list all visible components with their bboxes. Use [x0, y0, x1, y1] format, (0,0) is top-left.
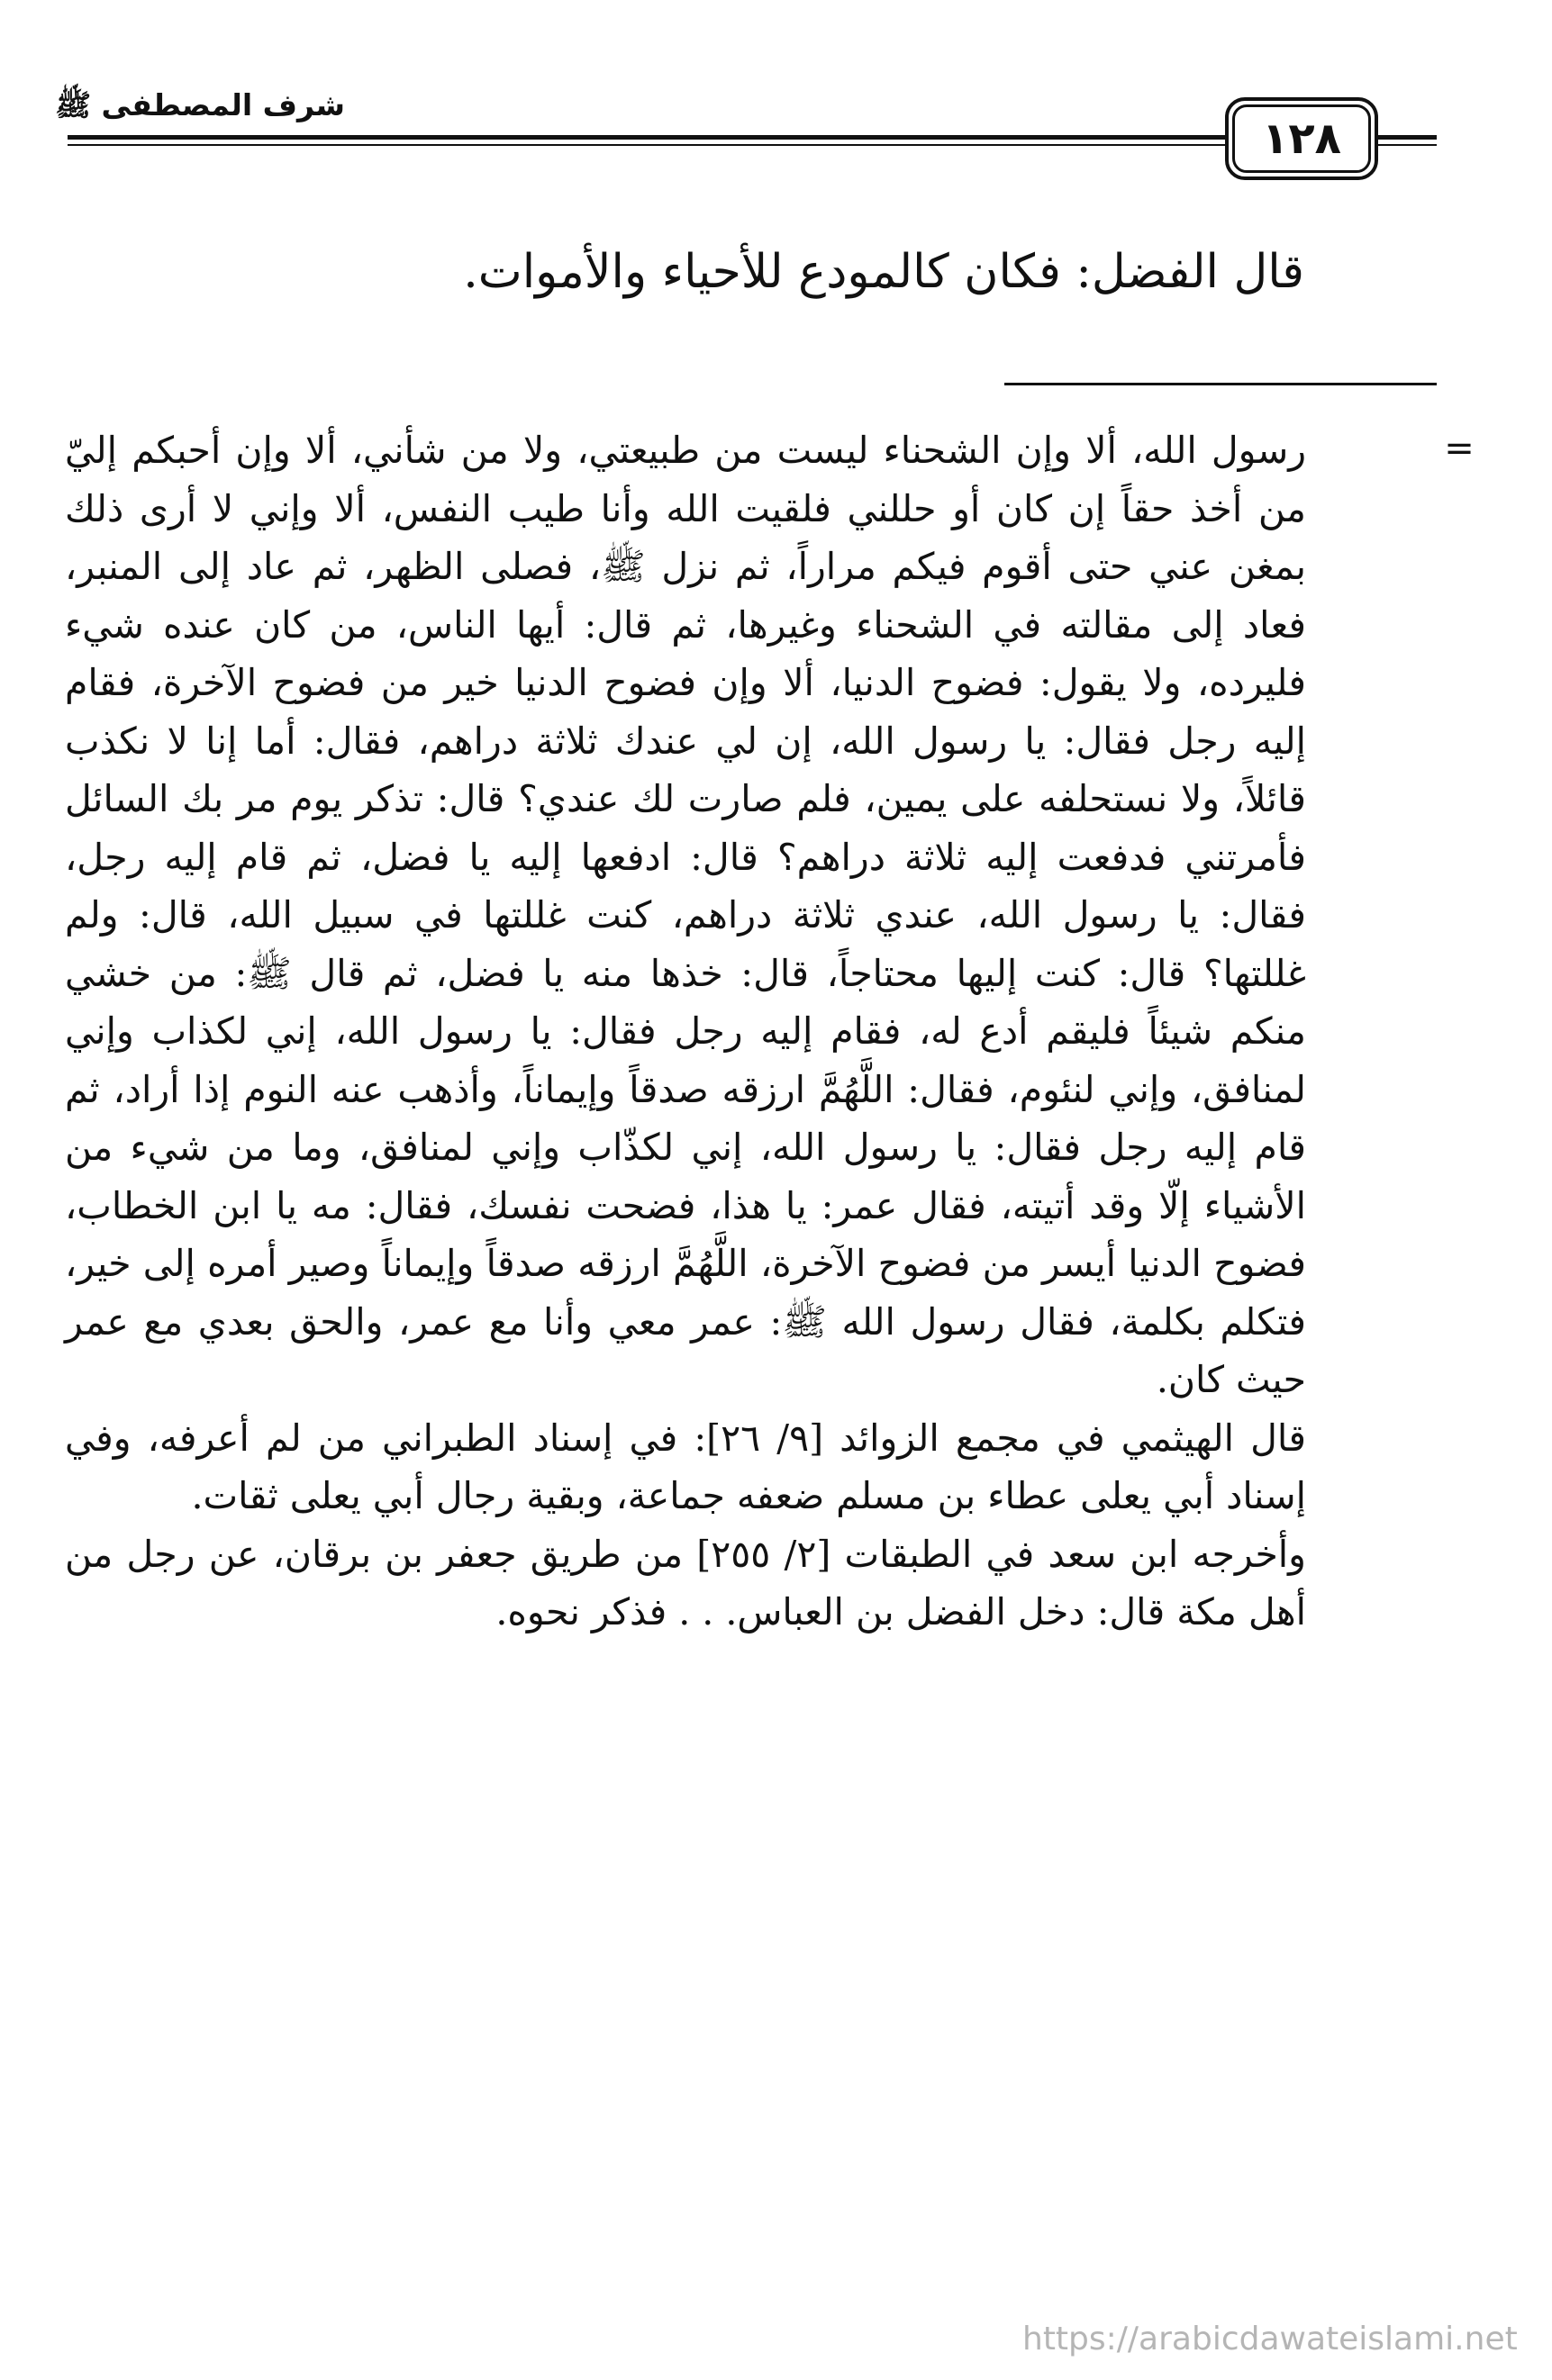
- footnote-paragraph: قال الهيثمي في مجمع الزوائد [٩/ ٢٦]: في إسناد الطبراني من لم أعرفه، وفي إسناد أبي يعلى عطاء بن مسلم ضعفه جماعة، وبقية رجال أبي يعلى ثقات.: [65, 1416, 1306, 1517]
- running-title: شرف المصطفى ﷺ: [55, 87, 345, 122]
- footnote-separator: [1004, 383, 1437, 385]
- page-number: ١٢٨: [1232, 104, 1371, 173]
- footnote-continuation-mark: =: [1444, 428, 1475, 469]
- page-number-frame: [1225, 97, 1378, 180]
- footnote-paragraph: رسول الله، ألا وإن الشحناء ليست من طبيعتي، ولا من شأني، ألا وإن أحبكم إليّ من أخذ حقاً إن كان أو حللني فلقيت الله وأنا طيب النفس، ألا وإني لا أرى ذلك بمغن عني حتى أقوم فيكم مراراً، ثم نزل ﷺ، فصلى الظهر، ثم عاد إلى المنبر، فعاد إلى مقالته في الشحناء وغيرها، ثم قال: أيها الناس، من كان عنده شيء فليرده، ولا يقول: فضوح الدنيا، ألا وإن فضوح الدنيا خير من فضوح الآخرة، فقام إليه رجل فقال: يا رسول الله، إن لي عندك ثلاثة دراهم، فقال: أما إنا لا نكذب قائلاً، ولا نستحلفه على يمين، فلم صارت لك عندي؟ قال: تذكر يوم مر بك السائل فأمرتني فدفعت إليه ثلاثة دراهم؟ قال: ادفعها إليه يا فضل، ثم قام إليه رجل، فقال: يا رسول الله، عندي ثلاثة دراهم، كنت غللتها في سبيل الله، قال: ولم غللتها؟ قال: كنت إليها محتاجاً، قال: خذها منه يا فضل، ثم قال ﷺ: من خشي منكم شيئاً فليقم أدع له، فقام إليه رجل فقال: يا رسول الله، إني لكذاب وإني لمنافق، وإني لنئوم، فقال: اللَّهُمَّ ارزقه صدقاً وإيماناً، وأذهب عنه النوم إذا أراد، ثم قام إليه رجل فقال: يا رسول الله، إني لكذّاب وإني لمنافق، وما من شيء من الأشياء إلّا وقد أتيته، فقال عمر: يا هذا، فضحت نفسك، فقال: مه يا ابن الخطاب، فضوح الدنيا أيسر من فضوح الآخرة، اللَّهُمَّ ارزقه صدقاً وإيماناً وصير أمره إلى خير، فتكلم بكلمة، فقال رسول الله ﷺ: عمر معي وأنا مع عمر، والحق بعدي مع عمر حيث كان.: [65, 429, 1306, 1401]
- footnotes: [65, 421, 1306, 1642]
- footnote-paragraph: وأخرجه ابن سعد في الطبقات [٢/ ٢٥٥] من طريق جعفر بن برقان، عن رجل من أهل مكة قال: دخل الفضل بن العباس. . . فذكر نحوه.: [65, 1532, 1306, 1633]
- watermark-url: https://arabicdawateislami.net: [1022, 2321, 1518, 2357]
- main-text: قال الفضل: فكان كالمودع للأحياء والأموات.: [463, 245, 1304, 299]
